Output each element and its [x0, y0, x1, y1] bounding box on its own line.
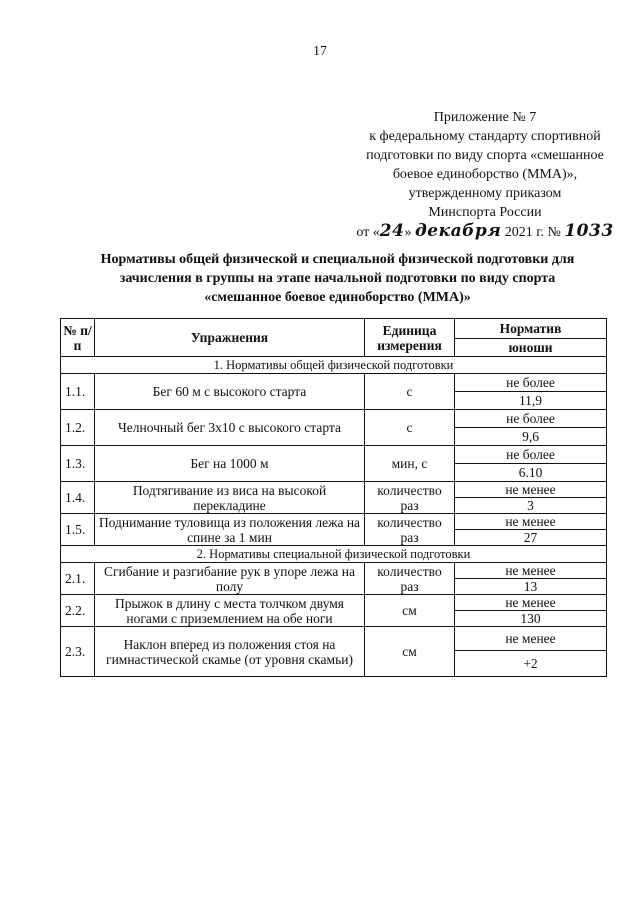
row-value: 130 [455, 611, 607, 627]
header-sub: юноши [455, 339, 607, 357]
row-num: 1.2. [61, 410, 95, 446]
row-exercise: Наклон вперед из положения стоя на гимнастической скамье (от уровня скамьи) [95, 627, 365, 677]
norms-table [60, 318, 607, 677]
order-line [340, 222, 630, 242]
row-unit: количество раз [365, 563, 455, 595]
row-exercise: Прыжок в длину с места толчком двумя ногами с приземлением на обе ноги [95, 595, 365, 627]
order-prefix: от « [356, 225, 380, 240]
row-num: 1.4. [61, 482, 95, 514]
appendix-line: к федеральному стандарту спортивной [369, 129, 601, 144]
row-condition: не более [455, 446, 607, 464]
row-num: 1.5. [61, 514, 95, 546]
appendix-line: Приложение № 7 [433, 110, 537, 125]
order-year: 2021 г. № [504, 225, 561, 240]
appendix-line: подготовки по виду спорта «смешанное [366, 148, 604, 163]
row-unit: с [365, 410, 455, 446]
row-exercise: Челночный бег 3х10 с высокого старта [95, 410, 365, 446]
row-exercise: Подтягивание из виса на высокой перекладине [95, 482, 365, 514]
row-value: 9,6 [455, 428, 607, 446]
row-unit: количество раз [365, 514, 455, 546]
order-month: декабря [414, 221, 502, 241]
order-number: 1033 [564, 221, 614, 241]
header-unit: Единица измерения [365, 319, 455, 357]
row-exercise: Сгибание и разгибание рук в упоре лежа на полу [95, 563, 365, 595]
appendix-line: утвержденному приказом [408, 186, 562, 201]
row-condition: не более [455, 374, 607, 392]
header-norm: Норматив [455, 319, 607, 339]
row-value: 11,9 [455, 392, 607, 410]
row-condition: не менее [455, 563, 607, 579]
section-title: 2. Нормативы специальной физической подготовки [61, 546, 607, 563]
row-value: 27 [455, 530, 607, 546]
row-condition: не менее [455, 627, 607, 651]
row-value: 6.10 [455, 464, 607, 482]
header-exercise: Упражнения [95, 319, 365, 357]
row-num: 1.1. [61, 374, 95, 410]
row-unit: с [365, 374, 455, 410]
order-day: 24 [379, 221, 405, 241]
row-condition: не более [455, 410, 607, 428]
row-condition: не менее [455, 514, 607, 530]
appendix-block [340, 108, 630, 242]
row-num: 2.3. [61, 627, 95, 677]
row-unit: мин, с [365, 446, 455, 482]
document-title [60, 250, 615, 307]
row-value: +2 [455, 651, 607, 677]
title-line: Нормативы общей физической и специальной физической подготовки для [100, 252, 575, 267]
row-value: 13 [455, 579, 607, 595]
header-num: № п/п [61, 319, 95, 357]
row-unit: количество раз [365, 482, 455, 514]
row-num: 1.3. [61, 446, 95, 482]
row-unit: см [365, 627, 455, 677]
row-num: 2.1. [61, 563, 95, 595]
row-exercise: Бег на 1000 м [95, 446, 365, 482]
section-title: 1. Нормативы общей физической подготовки [61, 357, 607, 374]
row-unit: см [365, 595, 455, 627]
title-line: «смешанное боевое единоборство (ММА)» [204, 290, 471, 305]
row-exercise: Поднимание туловища из положения лежа на спине за 1 мин [95, 514, 365, 546]
title-line: зачисления в группы на этапе начальной подготовки по виду спорта [119, 271, 556, 286]
order-mid: » [404, 225, 412, 240]
appendix-line: боевое единоборство (ММА)», [392, 167, 578, 182]
row-condition: не менее [455, 595, 607, 611]
appendix-line: Минспорта России [428, 205, 542, 220]
row-num: 2.2. [61, 595, 95, 627]
row-condition: не менее [455, 482, 607, 498]
row-exercise: Бег 60 м с высокого старта [95, 374, 365, 410]
row-value: 3 [455, 498, 607, 514]
page-number: 17 [313, 44, 327, 59]
